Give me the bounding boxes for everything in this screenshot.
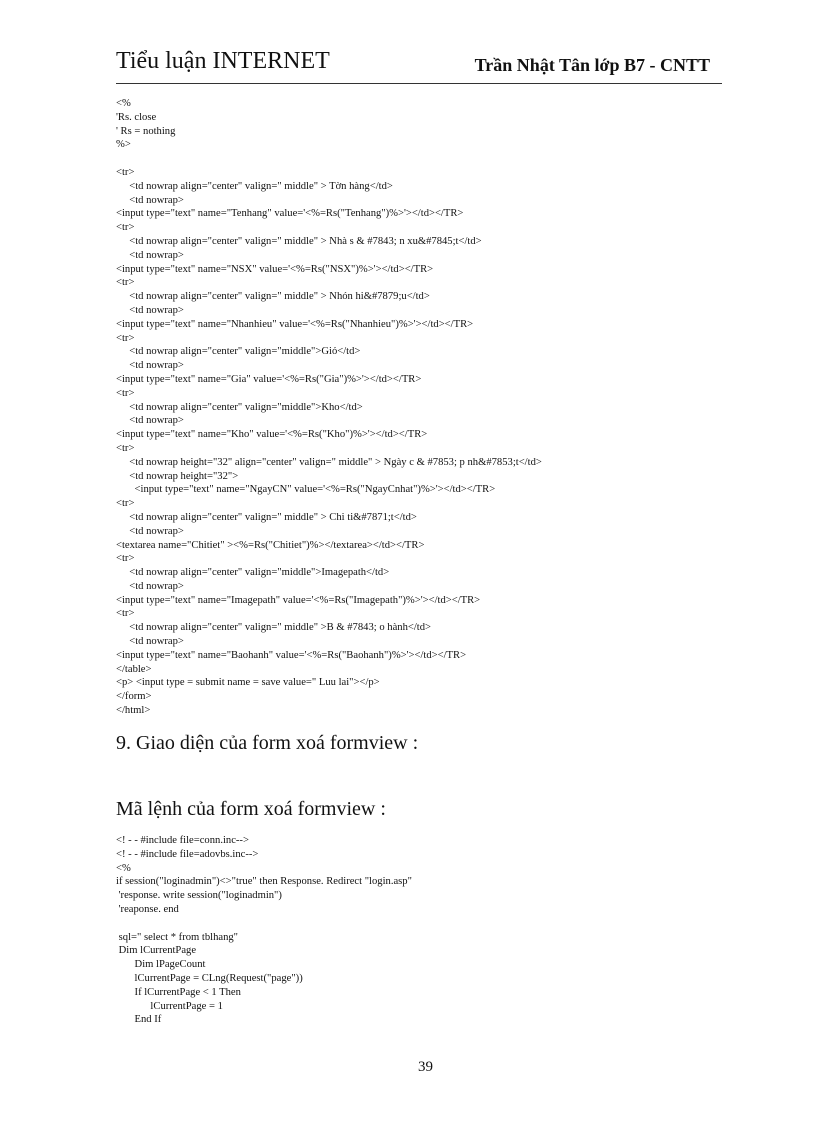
- page-number: 39: [418, 1059, 433, 1075]
- page-header-author: Trần Nhật Tân lớp B7 - CNTT: [474, 55, 710, 75]
- header-divider: [116, 83, 722, 84]
- page-header-title: Tiểu luận INTERNET: [116, 48, 330, 74]
- code-heading: Mã lệnh của form xoá formview :: [116, 798, 386, 820]
- section-9-heading: 9. Giao diện của form xoá formview :: [116, 732, 419, 754]
- code-block-form-edit: <% 'Rs. close ' Rs = nothing %> <tr> <td nowrap align="center" valign=" middle" > Tờn hàng</td> <td nowrap> <input type="text" name="Tenhang" value='<%=Rs("Tenhang")%>'></td></TR> <tr> <td nowrap align="center" valign=" middle" > Nhà s & #7843; n xu&#7845;t</td> <td nowrap> <input type="text" name="NSX" value='<%=Rs("NSX")%>'></td></TR> <tr> <td nowrap align="center" valign=" middle" > Nhón hi&#7879;u</td> <td nowrap> <input type="text" name="Nhanhieu" value='<%=Rs("Nhanhieu")%>'></td></TR> <tr> <td nowrap align="center" valign="middle">Giỏ</td> <td nowrap> <input type="text" name="Gia" value='<%=Rs("Gia")%>'></td></TR> <tr> <td nowrap align="center" valign="middle">Kho</td> <td nowrap> <input type="text" name="Kho" value='<%=Rs("Kho")%>'></td></TR> <tr> <td nowrap height="32" align="center" valign=" middle" > Ngày c & #7853; p nh&#7853;t</td> <td nowrap height="32"> <input type="text" name="NgayCN" value='<%=Rs("NgayCnhat")%>'></td></TR> <tr> <td nowrap align="center" valign=" middle" > Chi ti&#7871;t</td> <td nowrap> <textarea name="Chitiet" ><%=Rs("Chitiet")%></textarea></td></TR> <tr> <td nowrap align="center" valign="middle">Imagepath</td> <td nowrap> <input type="text" name="Imagepath" value='<%=Rs("Imagepath")%>'></td></TR> <tr> <td nowrap align="center" valign=" middle" >B & #7843; o hành</td> <td nowrap> <input type="text" name="Baohanh" value='<%=Rs("Baohanh")%>'></td></TR> </table> <p> <input type = submit name = save value=" Luu lai"></p> </form> </html>: [116, 98, 542, 717]
- code-block-form-delete: <! - - #include file=conn.inc--> <! - - #include file=adovbs.inc--> <% if session("loginadmin")<>"true" then Response. Redirect "login.asp" 'response. write session("loginadmin") 'reaponse. end sql=" select * from tblhang" Dim lCurrentPage Dim lPageCount lCurrentPage = CLng(Request("page")) If lCurrentPage < 1 Then lCurrentPage = 1 End If: [116, 835, 412, 1026]
